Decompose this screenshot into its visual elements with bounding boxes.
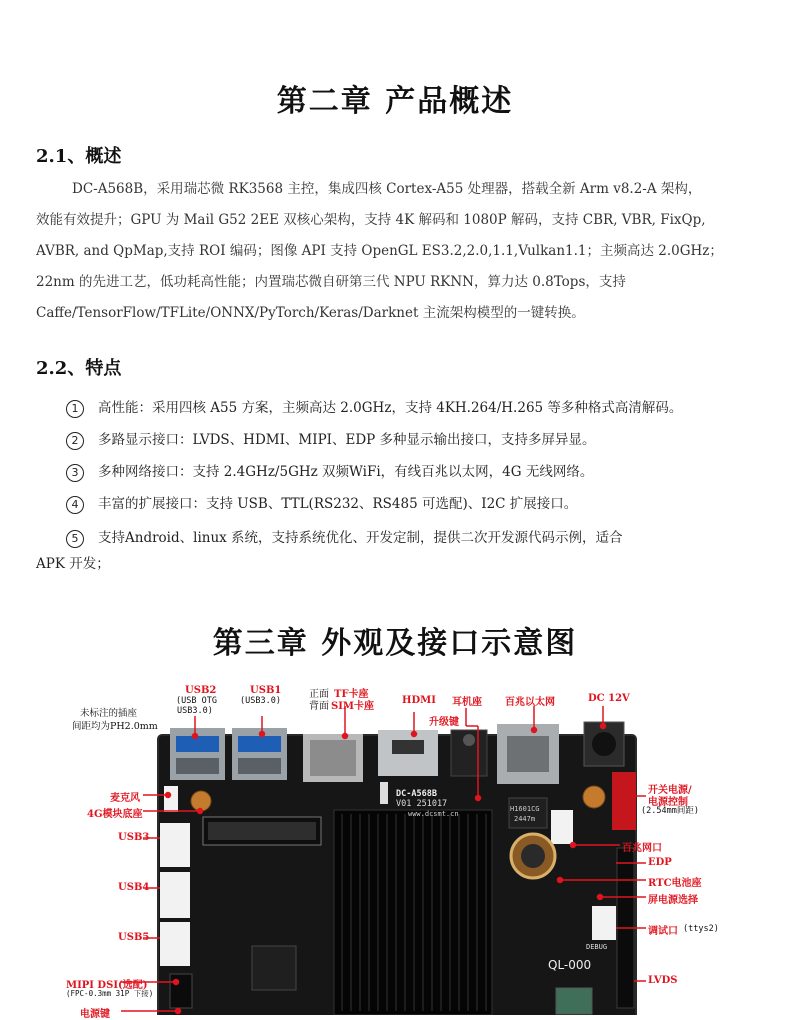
board-figure bbox=[0, 678, 790, 1020]
feature-number: 2 bbox=[66, 432, 84, 450]
silk-model: DC-A568B bbox=[396, 789, 437, 799]
net-header-shape bbox=[551, 810, 573, 844]
silk-debug: DEBUG bbox=[586, 943, 608, 951]
label-mipi-sub: (FPC-0.3mm 31P 下接) bbox=[66, 989, 154, 998]
label-back: 背面 bbox=[309, 701, 329, 712]
label-usb5: USB5 bbox=[118, 932, 150, 943]
power-header-shape bbox=[612, 772, 636, 830]
board-note-line2: 间距均为PH2.0mm bbox=[72, 721, 158, 732]
feature-item-continuation: APK 开发； bbox=[36, 556, 110, 572]
label-upgrade-key: 升级键 bbox=[429, 717, 459, 728]
label-dc: DC 12V bbox=[588, 693, 630, 704]
label-usb2-sub1: (USB OTG bbox=[176, 696, 217, 706]
board-note-line1: 未标注的插座 bbox=[80, 708, 138, 719]
feature-number: 1 bbox=[66, 400, 84, 418]
label-switch-power-2: 电源控制 bbox=[648, 797, 688, 808]
label-mipi: MIPI DSI(选配) bbox=[66, 980, 148, 991]
label-edp: EDP bbox=[648, 857, 672, 868]
label-switch-power-1: 开关电源/ bbox=[648, 785, 692, 796]
usb5-header-shape bbox=[160, 922, 190, 966]
overview-line: Caffe/TensorFlow/TFLite/ONNX/PyTorch/Keras/Darknet 主流架构模型的一键转换。 bbox=[36, 305, 585, 321]
feature-item bbox=[66, 494, 756, 514]
mic-connector-shape bbox=[164, 786, 178, 812]
usb4-header-shape bbox=[160, 872, 190, 918]
feature-text: 支持Android、linux 系统，支持系统优化、开发定制，提供二次开发源代码示例，适合 bbox=[98, 530, 623, 546]
feature-number: 3 bbox=[66, 464, 84, 482]
label-usb2: USB2 bbox=[185, 685, 217, 696]
label-tf-slot: TF卡座 bbox=[334, 689, 369, 700]
overview-line: 效能有效提升；GPU 为 Mail G52 2EE 双核心架构，支持 4K 解码和 1080P 解码，支持 CBR, VBR, FixQp, bbox=[36, 212, 706, 228]
label-power-key: 电源键 bbox=[80, 1009, 110, 1020]
feature-item bbox=[66, 430, 756, 450]
label-sim-slot: SIM卡座 bbox=[331, 701, 374, 712]
label-debug-sub: (ttys2) bbox=[683, 924, 719, 934]
feature-item bbox=[66, 528, 756, 548]
section-features-heading: 2.2、特点 bbox=[36, 358, 122, 379]
feature-item bbox=[66, 462, 756, 482]
overview-line: DC-A568B，采用瑞芯微 RK3568 主控，集成四核 Cortex-A55 处理器，搭载全新 Arm v8.2-A 架构， bbox=[72, 181, 702, 197]
feature-text: 多种网络接口：支持 2.4GHz/5GHz 双频WiFi，有线百兆以太网，4G 无线网络。 bbox=[98, 464, 594, 480]
feature-text: 高性能：采用四核 A55 方案，主频高达 2.0GHz，支持 4KH.264/H.265 等多种格式高清解码。 bbox=[98, 400, 683, 416]
chapter-2-title: 第二章 产品概述 bbox=[276, 84, 514, 119]
feature-number: 5 bbox=[66, 530, 84, 548]
silk-ql: QL-000 bbox=[548, 958, 592, 972]
label-mic: 麦克风 bbox=[110, 793, 140, 804]
label-usb3: USB3 bbox=[118, 832, 150, 843]
silk-mag1: H1601CG bbox=[510, 805, 540, 813]
label-switch-power-sub: (2.54mm间距) bbox=[641, 806, 699, 816]
debug-header-shape bbox=[592, 906, 616, 940]
label-usb1-sub: (USB3.0) bbox=[240, 696, 281, 706]
feature-item bbox=[66, 398, 756, 418]
section-overview-heading: 2.1、概述 bbox=[36, 146, 122, 167]
label-ethernet: 百兆以太网 bbox=[505, 697, 555, 708]
label-front: 正面 bbox=[309, 689, 329, 700]
label-usb1: USB1 bbox=[250, 685, 282, 696]
silk-mag2: 2447m bbox=[514, 815, 536, 823]
feature-text: 多路显示接口：LVDS、HDMI、MIPI、EDP 多种显示输出接口，支持多屏异显。 bbox=[98, 432, 596, 448]
label-screen-power: 屏电源选择 bbox=[648, 895, 698, 906]
mipi-fpc-shape bbox=[170, 974, 192, 1008]
overview-paragraph bbox=[36, 174, 754, 329]
label-usb4: USB4 bbox=[118, 882, 150, 893]
label-usb2-sub2: USB3.0) bbox=[177, 706, 213, 716]
label-4g-module: 4G模块底座 bbox=[87, 809, 143, 820]
silk-version: V01 251017 bbox=[396, 799, 448, 809]
overview-line: 22nm 的先进工艺，低功耗高性能；内置瑞芯微自研第三代 NPU RKNN，算力达 0.8Tops，支持 bbox=[36, 274, 626, 290]
silk-site: www.dcsmt.cn bbox=[408, 810, 459, 818]
label-net-port: 百兆网口 bbox=[622, 843, 662, 854]
label-rtc: RTC电池座 bbox=[648, 878, 702, 889]
overview-line: AVBR, and QpMap,支持 ROI 编码；图像 API 支持 OpenGL ES3.2,2.0,1.1,Vulkan1.1；主频高达 2.0GHz； bbox=[36, 243, 723, 259]
usb3-header-shape bbox=[160, 823, 190, 867]
label-hdmi: HDMI bbox=[402, 695, 436, 706]
feature-number: 4 bbox=[66, 496, 84, 514]
chip-shape bbox=[252, 946, 296, 990]
label-lvds: LVDS bbox=[648, 975, 678, 986]
feature-text: 丰富的扩展接口：支持 USB、TTL(RS232、RS485 可选配)、I2C 扩展接口。 bbox=[98, 496, 578, 512]
label-debug-port: 调试口 bbox=[648, 926, 678, 937]
chapter-3-title: 第三章 外观及接口示意图 bbox=[212, 626, 578, 661]
label-earphone: 耳机座 bbox=[452, 697, 482, 708]
